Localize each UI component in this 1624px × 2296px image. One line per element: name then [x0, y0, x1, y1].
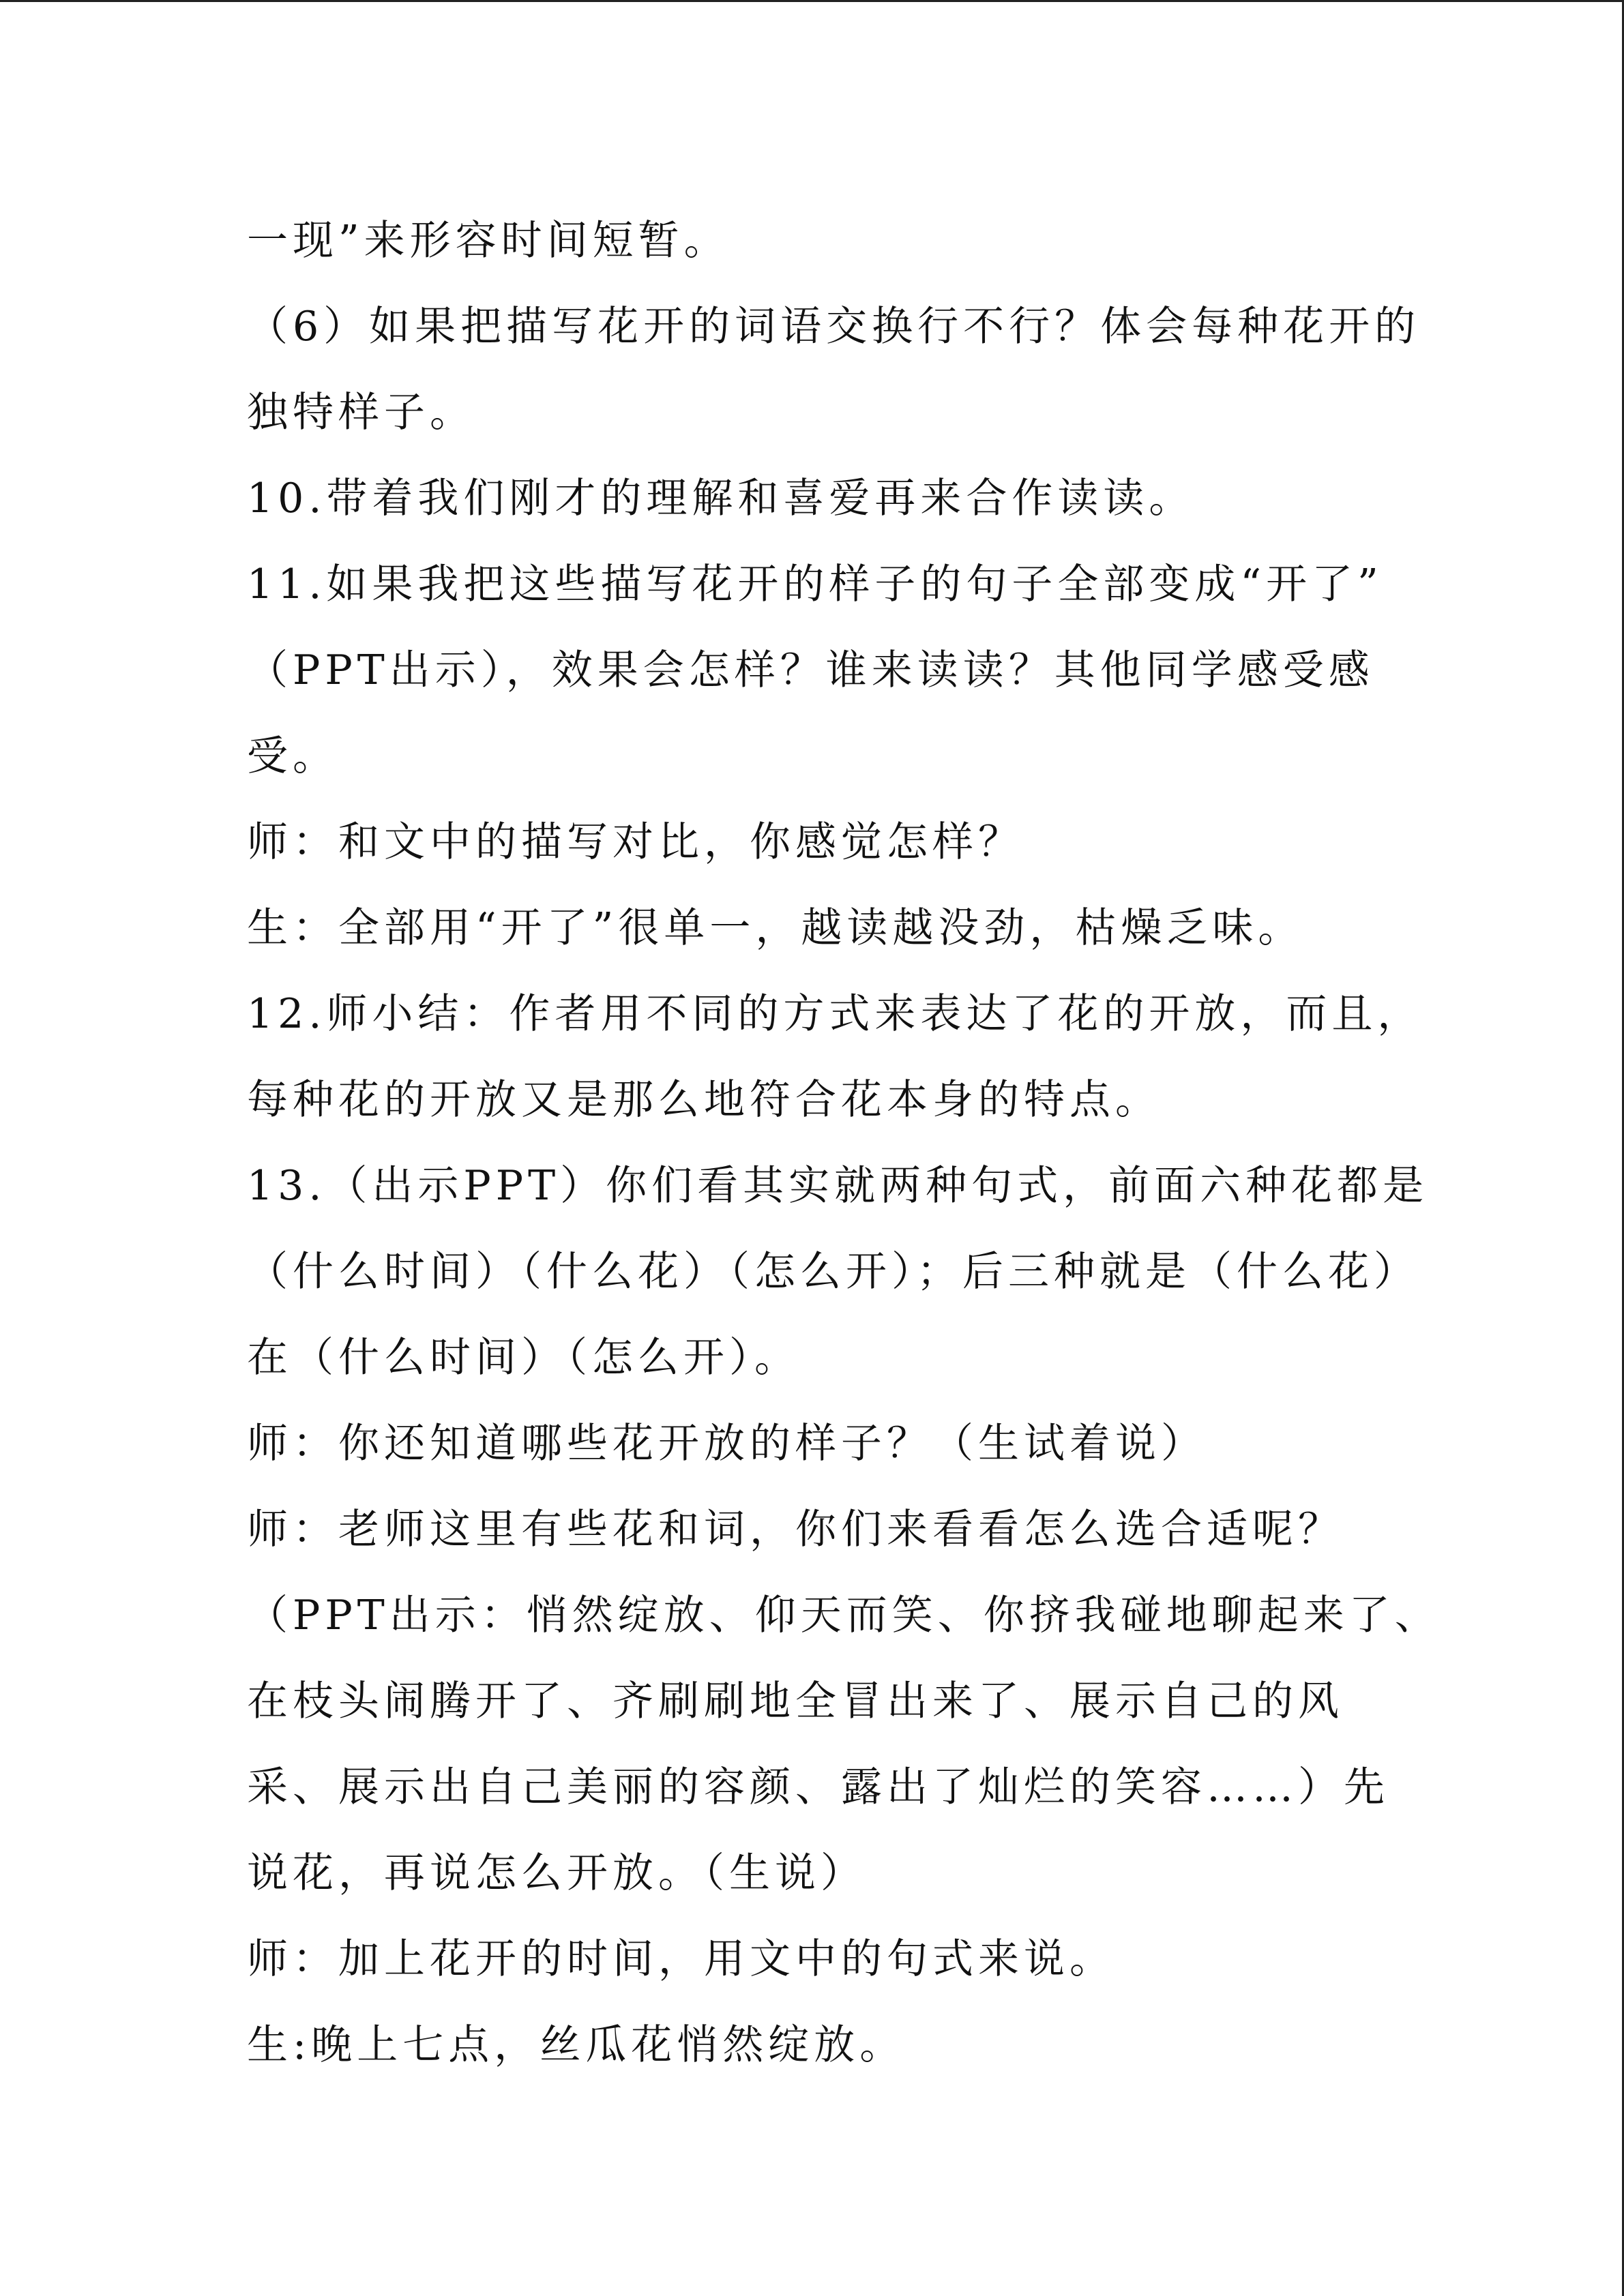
- text-line: 在枝头闹腾开了、齐刷刷地全冒出来了、展示自己的风: [247, 1678, 1344, 1725]
- text-line: 在（什么时间）（怎么开）。: [247, 1334, 800, 1382]
- text-line: （什么时间）（什么花）（怎么开）；后三种就是（什么花）: [247, 1248, 1419, 1296]
- document-body: [247, 198, 1441, 2088]
- text-line: （6）如果把描写花开的词语交换行不行？体会每种花开的: [247, 303, 1421, 351]
- text-line: 11.如果我把这些描写花开的样子的句子全部变成“开了”: [247, 561, 1383, 608]
- text-line: 师：老师这里有些花和词，你们来看看怎么选合适呢？: [247, 1506, 1344, 1553]
- page-top-border: [0, 0, 1624, 2]
- text-line: 师：和文中的描写对比，你感觉怎样？: [247, 818, 1024, 866]
- text-line: 生：全部用“开了”很单一，越读越没劲，枯燥乏味。: [247, 904, 1304, 952]
- text-line: （PPT出示），效果会怎样？谁来读读？其他同学感受感: [247, 646, 1374, 694]
- text-line: 13.（出示PPT）你们看其实就两种句式，前面六种花都是: [247, 1162, 1429, 1210]
- text-line: 师：你还知道哪些花开放的样子？（生试着说）: [247, 1420, 1207, 1467]
- text-line: （PPT出示：悄然绽放、仰天而笑、你挤我碰地聊起来了、: [247, 1592, 1441, 1639]
- text-line: 一现”来形容时间短暂。: [247, 217, 730, 265]
- text-line: 师：加上花开的时间，用文中的句式来说。: [247, 1935, 1115, 1983]
- text-line: 采、展示出自己美丽的容颜、露出了灿烂的笑容……）先: [247, 1763, 1389, 1811]
- text-line: 受。: [247, 732, 338, 780]
- text-line: 10.带着我们刚才的理解和喜爱再来合作读读。: [247, 475, 1195, 522]
- text-line: 生:晚上七点，丝瓜花悄然绽放。: [247, 2021, 906, 2069]
- text-line: 说花，再说怎么开放。（生说）: [247, 1849, 866, 1897]
- text-line: 每种花的开放又是那么地符合花本身的特点。: [247, 1076, 1161, 1124]
- text-line: 独特样子。: [247, 389, 475, 436]
- text-line: 12.师小结：作者用不同的方式来表达了花的开放，而且，: [247, 990, 1423, 1038]
